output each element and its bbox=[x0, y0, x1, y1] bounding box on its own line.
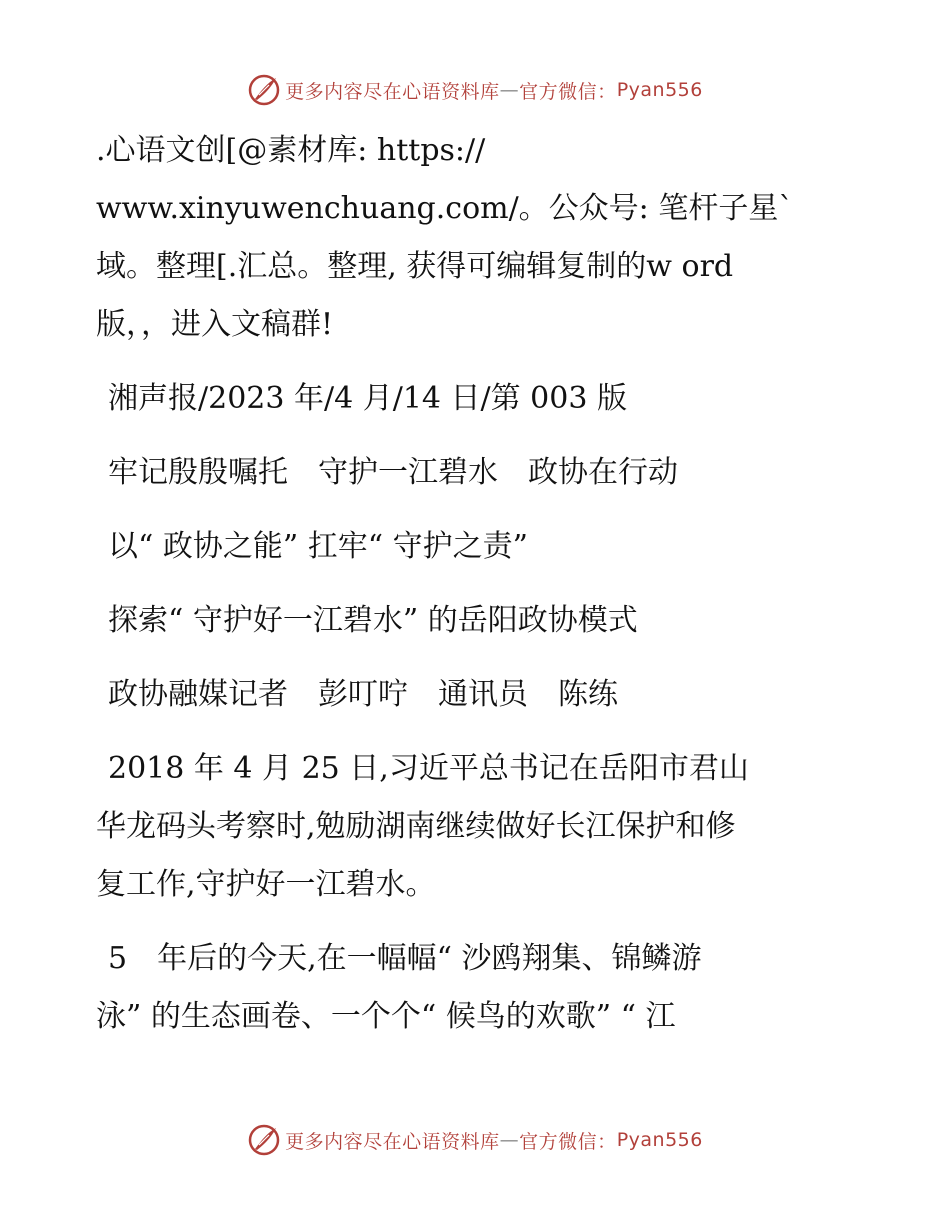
banner-main-text: 更多内容尽在心语资料库 bbox=[285, 80, 500, 103]
body-para-2-line-1: 5 年后的今天,在一幅幅“ 沙鸥翔集、锦鳞游 bbox=[108, 941, 702, 976]
intro-line-1: .心语文创[@素材库: https:// bbox=[96, 133, 486, 168]
banner-wechat-id: Pyan556 bbox=[616, 1129, 703, 1151]
banner-wechat-label: 官方微信： bbox=[519, 1130, 617, 1153]
footer-watermark-banner bbox=[0, 1120, 950, 1160]
banner-separator: — bbox=[499, 79, 520, 101]
feather-pen-logo-icon bbox=[247, 73, 281, 107]
intro-line-2: www.xinyuwenchuang.com/。公众号: 笔杆子星` bbox=[96, 191, 794, 226]
body-para-1-line-3: 复工作,守护好一江碧水。 bbox=[96, 867, 436, 902]
banner-wechat-label: 官方微信： bbox=[519, 80, 617, 103]
headline-main: 牢记殷殷嘱托 守护一江碧水 政协在行动 bbox=[108, 455, 678, 490]
intro-line-3: 域。整理[.汇总。整理, 获得可编辑复制的w ord bbox=[96, 249, 734, 284]
banner-wechat-id: Pyan556 bbox=[616, 79, 703, 101]
intro-line-4: 版，，进入文稿群! bbox=[96, 307, 334, 342]
headline-sub-1: 以“ 政协之能” 扛牢“ 守护之责” bbox=[108, 529, 528, 564]
header-watermark-banner bbox=[0, 70, 950, 110]
headline-sub-2: 探索“ 守护好一江碧水” 的岳阳政协模式 bbox=[108, 603, 638, 638]
source-line: 湘声报/2023 年/4 月/14 日/第 003 版 bbox=[108, 381, 627, 416]
byline: 政协融媒记者 彭叮咛 通讯员 陈练 bbox=[108, 677, 618, 712]
banner-separator: — bbox=[499, 1129, 520, 1151]
body-para-1-line-1: 2018 年 4 月 25 日,习近平总书记在岳阳市君山 bbox=[108, 751, 749, 786]
document-body bbox=[96, 122, 856, 1046]
body-para-1-line-2: 华龙码头考察时,勉励湖南继续做好长江保护和修 bbox=[96, 809, 736, 844]
body-para-2-line-2: 泳” 的生态画卷、一个个“ 候鸟的欢歌” “ 江 bbox=[96, 999, 676, 1034]
banner-main-text: 更多内容尽在心语资料库 bbox=[285, 1130, 500, 1153]
feather-pen-logo-icon bbox=[247, 1123, 281, 1157]
